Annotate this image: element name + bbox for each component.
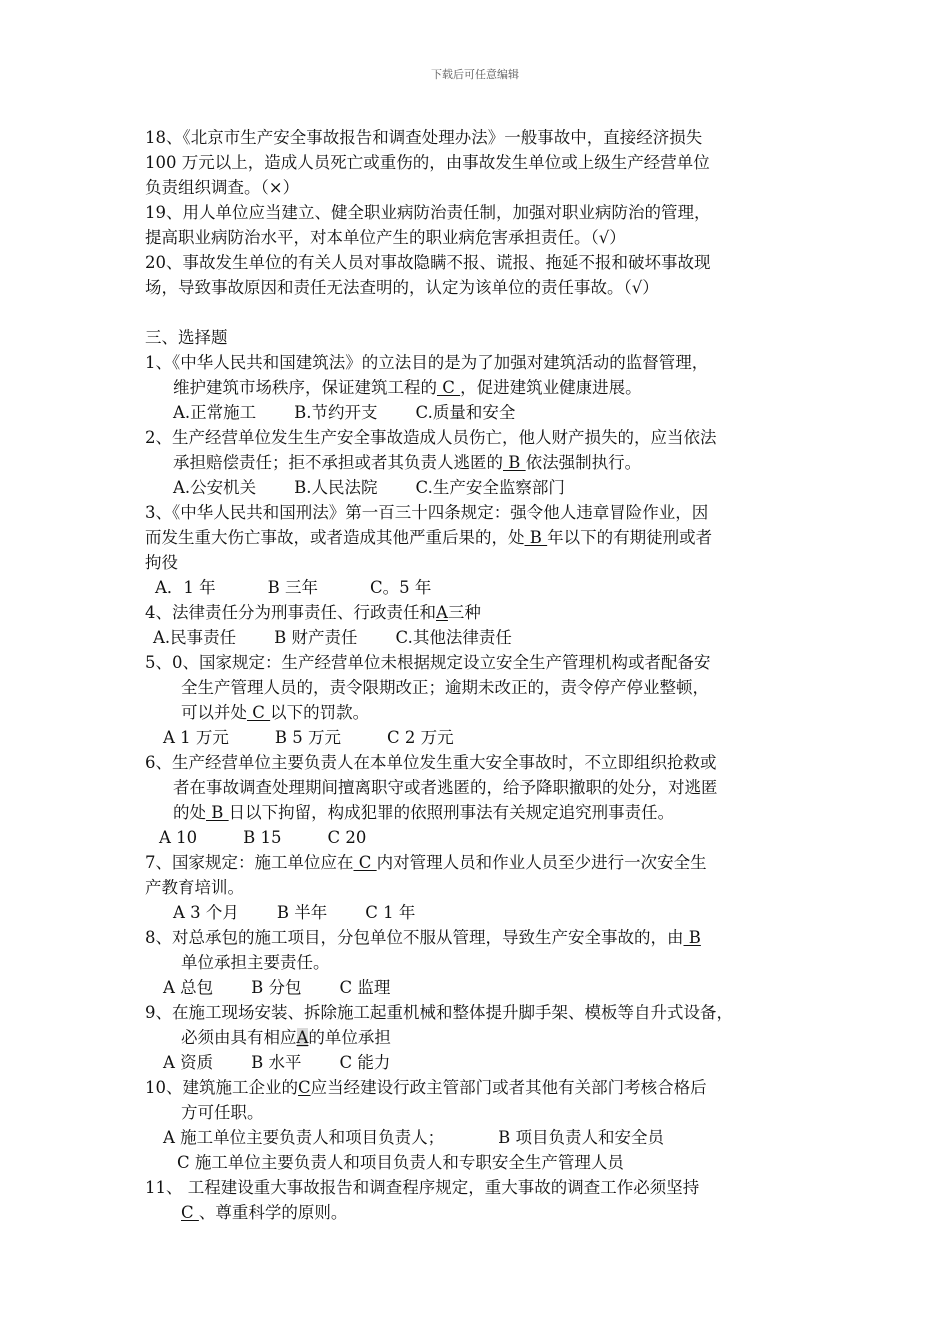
answer-blank: B [524,528,548,547]
text-line: 18、《北京市生产安全事故报告和调查处理办法》一般事故中，直接经济损失 [145,128,703,147]
text-line: 负责组织调查。（×） [145,178,300,197]
text-line: 必须由具有相应A的单位承担 [181,1028,391,1047]
answer-blank: C [437,378,461,397]
option: C.生产安全监察部门 [415,478,565,497]
option: B 水平 [251,1053,302,1072]
text-line: 6、生产经营单位主要负责人在本单位发生重大安全事故时，不立即组织抢救或 [145,753,717,772]
text-line: 9、在施工现场安装、拆除施工起重机械和整体提升脚手架、模板等自升式设备， [145,1003,733,1022]
page-header: 下载后可任意编辑 [431,68,519,81]
option: A.民事责任 [153,628,237,647]
answer-blank: C [353,853,377,872]
text-line: 100 万元以上，造成人员死亡或重伤的，由事故发生单位或上级生产经营单位 [145,153,710,172]
option: A 资质 [163,1053,214,1072]
option: B 项目负责人和安全员 [498,1128,665,1147]
answer-options [145,725,820,750]
text-line: 10、建筑施工企业的C应当经建设行政主管部门或者其他有关部门考核合格后 [145,1078,707,1097]
option: C 2 万元 [387,728,454,747]
text-line: 方可任职。 [181,1103,264,1122]
answer-options [145,1050,820,1075]
option: B.人民法院 [294,478,378,497]
answer-blank: C [247,703,271,722]
document-body [145,125,820,1225]
answer-options [145,575,820,600]
answer-options [145,475,820,500]
option: A．1 年 [155,578,216,597]
option: B 财产责任 [274,628,358,647]
option: A.正常施工 [173,403,257,422]
answer-options [145,825,820,850]
text-line: 而发生重大伤亡事故，或者造成其他严重后果的，处 B 年以下的有期徒刑或者 [145,528,713,547]
text-line: C 、尊重科学的原则。 [181,1203,348,1222]
option: A 10 [159,828,198,847]
option: C.其他法律责任 [395,628,512,647]
text-line: 提高职业病防治水平，对本单位产生的职业病危害承担责任。（√） [145,228,626,247]
text-line: 4、法律责任分为刑事责任、行政责任和A三种 [145,603,481,622]
text-line: 承担赔偿责任；拒不承担或者其负责人逃匿的 B 依法强制执行。 [173,453,642,472]
text-line: 5、0、国家规定：生产经营单位未根据规定设立安全生产管理机构或者配备安 [145,653,711,672]
answer-options [145,400,820,425]
option: C.质量和安全 [415,403,516,422]
text-line: 拘役 [145,553,178,572]
blank-line [145,300,820,325]
option: A 1 万元 [163,728,229,747]
text-line: 1、《中华人民共和国建筑法》的立法目的是为了加强对建筑活动的监督管理， [145,353,709,372]
text-line: 单位承担主要责任。 [181,953,330,972]
text-line: 7、国家规定：施工单位应在 C 内对管理人员和作业人员至少进行一次安全生 [145,853,707,872]
answer-options [145,975,820,1000]
answer-blank: A [296,1028,309,1047]
option: B 三年 [267,578,319,597]
text-line: 场，导致事故原因和责任无法查明的，认定为该单位的责任事故。（√） [145,278,659,297]
option: A 3 个月 [173,903,239,922]
option: C 20 [327,828,367,847]
text-line: 三、选择题 [145,328,228,347]
text-line: 者在事故调查处理期间擅离职守或者逃匿的，给予降职撤职的处分，对逃匿 [173,778,718,797]
answer-blank: C [298,1078,311,1097]
text-line: C 施工单位主要负责人和项目负责人和专职安全生产管理人员 [177,1153,624,1172]
answer-blank: B [206,803,229,822]
option: C 监理 [339,978,391,997]
text-line: 产教育培训。 [145,878,244,897]
option: A 施工单位主要负责人和项目负责人； [163,1128,445,1147]
option: B 15 [243,828,282,847]
answer-blank: A [436,603,448,622]
text-line: 8、对总承包的施工项目，分包单位不服从管理，导致生产安全事故的，由 B [145,928,701,947]
text-line: 可以并处 C 以下的罚款。 [181,703,370,722]
text-line: 20、事故发生单位的有关人员对事故隐瞒不报、谎报、拖延不报和破坏事故现 [145,253,711,272]
text-line: 维护建筑市场秩序，保证建筑工程的 C ，促进建筑业健康进展。 [173,378,642,397]
option: B.节约开支 [294,403,378,422]
text-line: 2、生产经营单位发生生产安全事故造成人员伤亡，他人财产损失的，应当依法 [145,428,717,447]
answer-options [145,1125,820,1150]
text-line: 3、《中华人民共和国刑法》第一百三十四条规定：强令他人违章冒险作业，因 [145,503,709,522]
text-line: 的处 B 日以下拘留，构成犯罪的依照刑事法有关规定追究刑事责任。 [173,803,675,822]
answer-blank: B [683,928,701,947]
option: B 分包 [251,978,302,997]
option: C 能力 [339,1053,391,1072]
option: A 总包 [163,978,214,997]
answer-options [145,625,820,650]
text-line: 19、用人单位应当建立、健全职业病防治责任制，加强对职业病防治的管理， [145,203,711,222]
option: C。5 年 [370,578,432,597]
text-line: 11、 工程建设重大事故报告和调查程序规定，重大事故的调查工作必须坚持 [145,1178,700,1197]
option: C 1 年 [365,903,416,922]
option: B 半年 [276,903,328,922]
answer-blank: B [503,453,526,472]
option: A.公安机关 [173,478,257,497]
text-line: 全生产管理人员的，责令限期改正；逾期未改正的，责令停产停业整顿， [181,678,709,697]
answer-options [145,900,820,925]
answer-blank: C [181,1203,199,1222]
option: B 5 万元 [274,728,342,747]
